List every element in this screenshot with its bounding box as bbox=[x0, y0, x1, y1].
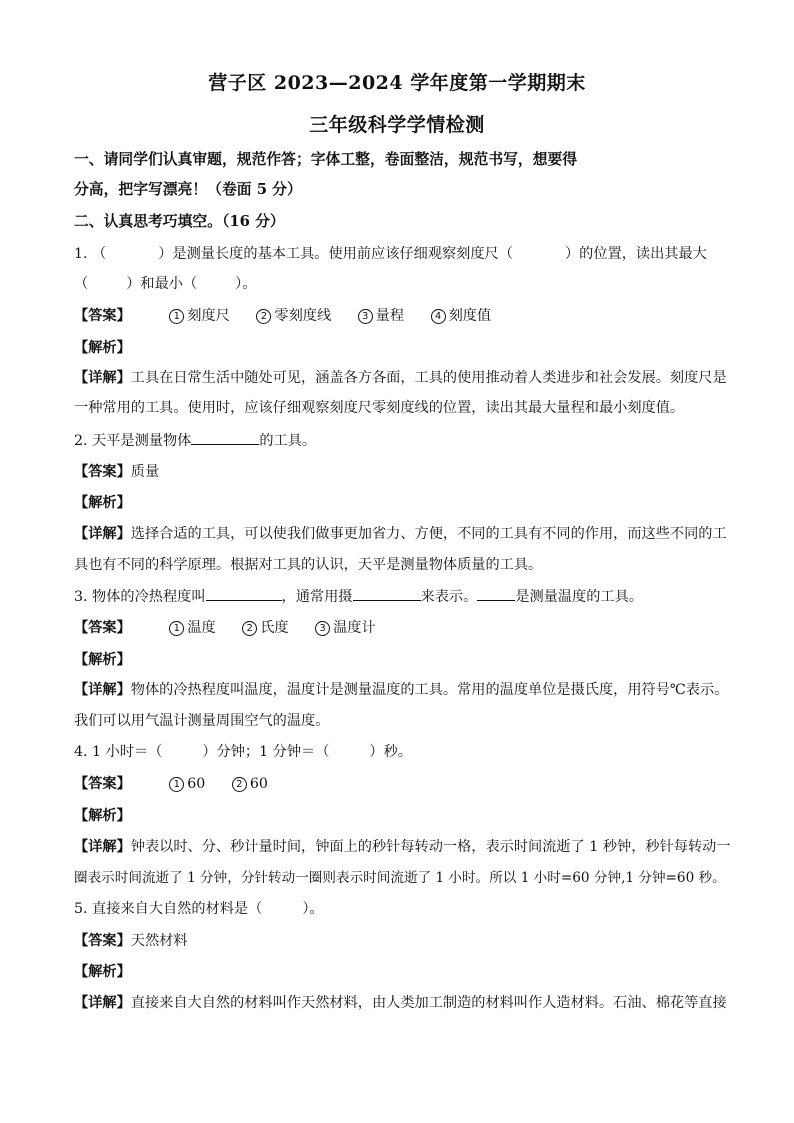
question-3: 3. 物体的冷热程度叫 ，通常用摄 来表示。 是测量温度的工具。 bbox=[74, 586, 724, 607]
question-5: 5. 直接来自大自然的材料是（ ）。 bbox=[74, 901, 324, 917]
question-1-answer bbox=[74, 306, 724, 326]
question-1-detail-2: 一种常用的工具。使用时，应该仔细观察刻度尺零刻度线的位置，读出其最大量程和最小刻度值。 bbox=[74, 400, 685, 416]
answer-option: 2 零刻度线 bbox=[256, 306, 331, 326]
question-3-detail-2: 我们可以用气温计测量周围空气的温度。 bbox=[74, 713, 330, 729]
question-4: 4. 1 小时＝（ ）分钟；1 分钟＝（ ）秒。 bbox=[74, 744, 412, 760]
answer-option: 2 60 bbox=[232, 774, 268, 794]
answer-option: 3 温度计 bbox=[315, 618, 376, 638]
blank bbox=[191, 430, 259, 445]
question-5-answer: 【答案】天然材料 bbox=[74, 933, 188, 949]
blank bbox=[206, 586, 282, 601]
question-2: 2. 天平是测量物体 的工具。 bbox=[74, 430, 724, 451]
question-5-analysis: 【解析】 bbox=[74, 964, 131, 980]
section-1-line-1: 一、请同学们认真审题，规范作答；字体工整，卷面整洁，规范书写，想要得 bbox=[74, 151, 578, 168]
blank bbox=[353, 586, 421, 601]
section-1-line-2: 分高，把字写漂亮！（卷面 5 分） bbox=[74, 181, 302, 198]
answer-option: 1 刻度尺 bbox=[169, 306, 230, 326]
question-3-answer: 【答案】 1 温度 2 氏度 3 温度计 bbox=[74, 620, 376, 636]
question-1-analysis: 【解析】 bbox=[74, 340, 131, 356]
question-1-detail-1: 【详解】工具在日常生活中随处可见，涵盖各方各面，工具的使用推动着人类进步和社会发展。刻度尺是 bbox=[74, 370, 727, 386]
answer-option: 4 刻度值 bbox=[431, 306, 492, 326]
question-1-line-2: （ ）和最小（ ）。 bbox=[74, 276, 257, 292]
question-2-detail-1: 【详解】选择合适的工具，可以使我们做事更加省力、方便，不同的工具有不同的作用，而这些不同的工 bbox=[74, 526, 727, 542]
question-2-analysis: 【解析】 bbox=[74, 495, 131, 511]
question-3-analysis: 【解析】 bbox=[74, 652, 131, 668]
answer-option: 2 氏度 bbox=[242, 618, 288, 638]
answer-option: 3 量程 bbox=[358, 306, 404, 326]
question-5-detail-1: 【详解】直接来自大自然的材料叫作天然材料，由人类加工制造的材料叫作人造材料。石油、棉花等直接 bbox=[74, 995, 727, 1011]
question-1-line-1: 1. （ ）是测量长度的基本工具。使用前应该仔细观察刻度尺（ ）的位置，读出其最大 bbox=[74, 246, 707, 262]
question-4-detail-2: 圈表示时间流逝了 1 分钟，分针转动一圈则表示时间流逝了 1 小时。所以 1 小时=60 分钟,1 分钟=60 秒。 bbox=[74, 870, 726, 886]
question-2-detail-2: 具也有不同的科学原理。根据对工具的认识，天平是测量物体质量的工具。 bbox=[74, 557, 543, 573]
question-4-detail-1: 【详解】钟表以时、分、秒计量时间，钟面上的秒针每转动一格，表示时间流逝了 1 秒钟，秒针每转动一 bbox=[74, 839, 731, 855]
question-3-detail-1: 【详解】物体的冷热程度叫温度，温度计是测量温度的工具。常用的温度单位是摄氏度，用符号℃表示。 bbox=[74, 682, 729, 698]
answer-option: 1 温度 bbox=[169, 618, 215, 638]
page-title: 营子区 2023—2024 学年度第一学期期末 bbox=[208, 72, 586, 94]
page-subtitle: 三年级科学学情检测 bbox=[309, 114, 485, 136]
question-4-answer: 【答案】 1 60 2 60 bbox=[74, 776, 268, 792]
question-4-analysis: 【解析】 bbox=[74, 808, 131, 824]
blank bbox=[477, 586, 515, 601]
answer-option: 1 60 bbox=[169, 774, 205, 794]
answer-label: 【答案】 bbox=[74, 308, 131, 324]
question-2-answer: 【答案】质量 bbox=[74, 464, 160, 480]
section-2-heading: 二、认真思考巧填空。（16 分） bbox=[74, 213, 285, 230]
